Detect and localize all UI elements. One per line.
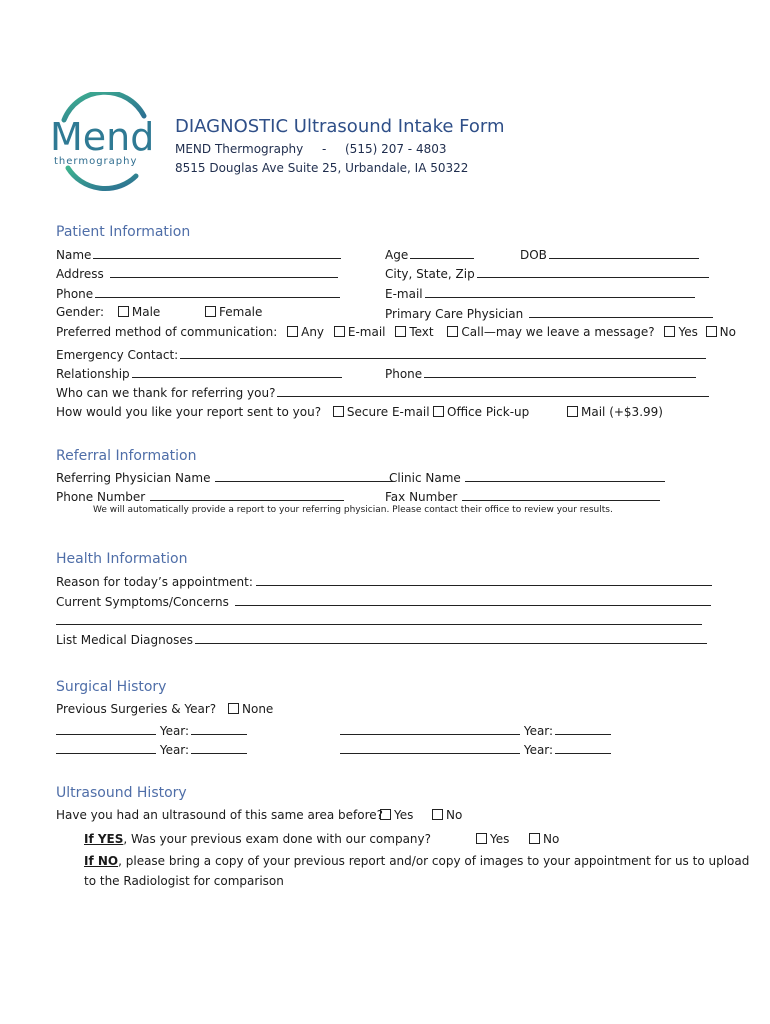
mend-logo bbox=[48, 92, 160, 192]
message-no-checkbox[interactable] bbox=[706, 326, 717, 337]
svg-text:Mend: Mend bbox=[50, 115, 155, 159]
address-field[interactable] bbox=[110, 265, 338, 278]
office-pickup-label: Office Pick-up bbox=[447, 405, 530, 419]
svg-text:thermography: thermography bbox=[54, 156, 138, 167]
diagnoses-field[interactable] bbox=[195, 631, 707, 644]
company-phone: (515) 207 - 4803 bbox=[345, 142, 447, 156]
if-yes-row bbox=[84, 832, 431, 846]
name-row bbox=[56, 246, 341, 262]
age-row bbox=[385, 246, 474, 262]
surgery-field[interactable] bbox=[56, 741, 156, 754]
email-row bbox=[385, 285, 695, 301]
female-label: Female bbox=[219, 305, 263, 319]
referral-note: We will automatically provide a report to your referring physician. Please contact their office to review your results. bbox=[93, 505, 613, 515]
message-yes-checkbox[interactable] bbox=[664, 326, 675, 337]
referred-by-label: Who can we thank for referring you? bbox=[56, 386, 276, 400]
secure-email-label: Secure E-mail bbox=[346, 405, 430, 419]
dob-label: DOB bbox=[520, 248, 547, 262]
report-delivery-label: How would you like your report sent to you? bbox=[56, 405, 322, 419]
clinic-row bbox=[389, 469, 665, 485]
year-label: Year: bbox=[523, 743, 554, 757]
address-row bbox=[56, 265, 338, 281]
age-label: Age bbox=[385, 248, 409, 262]
email-label: E-mail bbox=[385, 287, 423, 301]
mail-label: Mail (+$3.99) bbox=[581, 405, 663, 419]
section-ultrasound-history: Ultrasound History bbox=[56, 785, 187, 801]
ultrasound-no-checkbox[interactable] bbox=[432, 809, 443, 820]
pcp-label: Primary Care Physician bbox=[385, 307, 524, 321]
call-label: Call—may we leave a message? bbox=[461, 325, 655, 339]
male-label: Male bbox=[131, 305, 161, 319]
section-surgical-history: Surgical History bbox=[56, 679, 167, 695]
relationship-label: Relationship bbox=[56, 367, 130, 381]
mail-option bbox=[567, 405, 663, 419]
referring-physician-field[interactable] bbox=[215, 469, 393, 482]
report-delivery-row bbox=[56, 405, 430, 419]
year-field[interactable] bbox=[191, 741, 247, 754]
company-yes-checkbox[interactable] bbox=[476, 833, 487, 844]
reason-row bbox=[56, 573, 712, 589]
surgery-row-1 bbox=[56, 722, 247, 738]
message-yes-label: Yes bbox=[678, 325, 698, 339]
fax-row bbox=[385, 488, 660, 504]
message-no-label: No bbox=[719, 325, 736, 339]
diagnoses-row bbox=[56, 631, 707, 647]
emergency-row bbox=[56, 346, 706, 362]
relationship-field[interactable] bbox=[132, 365, 342, 378]
email-field[interactable] bbox=[425, 285, 695, 298]
year-field[interactable] bbox=[191, 722, 247, 735]
company-no-option bbox=[529, 832, 559, 846]
male-checkbox[interactable] bbox=[118, 306, 129, 317]
referring-physician-row bbox=[56, 469, 393, 485]
if-yes-label: If YES bbox=[84, 832, 124, 846]
gender-label: Gender: bbox=[56, 305, 105, 319]
emergency-phone-row bbox=[385, 365, 696, 381]
city-row bbox=[385, 265, 709, 281]
section-referral-info: Referral Information bbox=[56, 448, 197, 464]
dob-field[interactable] bbox=[549, 246, 699, 259]
pcp-field[interactable] bbox=[529, 305, 713, 318]
call-checkbox[interactable] bbox=[447, 326, 458, 337]
gender-row bbox=[56, 305, 160, 319]
year-field[interactable] bbox=[555, 722, 611, 735]
office-pickup-option bbox=[433, 405, 529, 419]
ultrasound-no-option bbox=[432, 808, 462, 822]
emergency-field[interactable] bbox=[180, 346, 706, 359]
if-no-instructions: , please bring a copy of your previous report and/or copy of images to your appointment for us to upload bbox=[118, 854, 750, 868]
ultrasound-yes-checkbox[interactable] bbox=[380, 809, 391, 820]
age-field[interactable] bbox=[410, 246, 474, 259]
company-name: MEND Thermography bbox=[175, 142, 304, 156]
none-option bbox=[228, 702, 273, 716]
surgery-row-3 bbox=[56, 741, 247, 757]
company-yes-option bbox=[476, 832, 509, 846]
section-health-info: Health Information bbox=[56, 551, 188, 567]
dob-row bbox=[520, 246, 699, 262]
year-label: Year: bbox=[159, 743, 190, 757]
office-pickup-checkbox[interactable] bbox=[433, 406, 444, 417]
phone-field[interactable] bbox=[95, 285, 340, 298]
name-label: Name bbox=[56, 248, 92, 262]
female-checkbox[interactable] bbox=[205, 306, 216, 317]
form-title: DIAGNOSTIC Ultrasound Intake Form bbox=[175, 116, 505, 137]
phone-label: Phone bbox=[56, 287, 94, 301]
referral-phone-field[interactable] bbox=[150, 488, 344, 501]
any-label: Any bbox=[301, 325, 325, 339]
if-no-label: If NO bbox=[84, 854, 119, 868]
surgery-row-2 bbox=[340, 722, 611, 738]
surgery-row-4 bbox=[340, 741, 611, 757]
reason-field[interactable] bbox=[256, 573, 712, 586]
if-no-instructions-line-2: to the Radiologist for comparison bbox=[84, 874, 284, 888]
none-label: None bbox=[242, 702, 274, 716]
any-checkbox[interactable] bbox=[287, 326, 298, 337]
relationship-row bbox=[56, 365, 342, 381]
ultrasound-yes-label: Yes bbox=[394, 808, 414, 822]
emergency-phone-label: Phone bbox=[385, 367, 423, 381]
ultrasound-question: Have you had an ultrasound of this same area before? bbox=[56, 808, 384, 822]
surgery-field[interactable] bbox=[56, 722, 156, 735]
ultrasound-no-label: No bbox=[446, 808, 463, 822]
year-field[interactable] bbox=[555, 741, 611, 754]
email-option-label: E-mail bbox=[347, 325, 386, 339]
diagnoses-label: List Medical Diagnoses bbox=[56, 633, 193, 647]
symptoms-label: Current Symptoms/Concerns bbox=[56, 595, 229, 609]
company-no-label: No bbox=[543, 832, 560, 846]
email-checkbox[interactable] bbox=[334, 326, 345, 337]
female-option bbox=[205, 305, 262, 319]
none-checkbox[interactable] bbox=[228, 703, 239, 714]
symptoms-field[interactable] bbox=[235, 593, 711, 606]
communication-row bbox=[56, 325, 736, 339]
previous-surgeries-row bbox=[56, 702, 216, 716]
text-label: Text bbox=[409, 325, 434, 339]
surgery-field[interactable] bbox=[340, 722, 520, 735]
if-yes-question: , Was your previous exam done with our company? bbox=[123, 832, 432, 846]
communication-label: Preferred method of communication: bbox=[56, 325, 278, 339]
city-label: City, State, Zip bbox=[385, 267, 475, 281]
header-dash: - bbox=[322, 142, 327, 156]
text-checkbox[interactable] bbox=[395, 326, 406, 337]
secure-email-checkbox[interactable] bbox=[333, 406, 344, 417]
year-label: Year: bbox=[159, 724, 190, 738]
referral-phone-label: Phone Number bbox=[56, 490, 146, 504]
emergency-phone-field[interactable] bbox=[424, 365, 696, 378]
referral-phone-row bbox=[56, 488, 344, 504]
company-no-checkbox[interactable] bbox=[529, 833, 540, 844]
address-label: Address bbox=[56, 267, 104, 281]
symptoms-field-line-2[interactable] bbox=[56, 612, 702, 625]
pcp-row bbox=[385, 305, 713, 321]
phone-row bbox=[56, 285, 340, 301]
city-field[interactable] bbox=[477, 265, 709, 278]
referring-physician-label: Referring Physician Name bbox=[56, 471, 211, 485]
emergency-label: Emergency Contact: bbox=[56, 348, 179, 362]
previous-surgeries-label: Previous Surgeries & Year? bbox=[56, 702, 217, 716]
if-no-row bbox=[84, 854, 749, 868]
name-field[interactable] bbox=[93, 246, 341, 259]
clinic-field[interactable] bbox=[465, 469, 665, 482]
fax-field[interactable] bbox=[462, 488, 660, 501]
section-patient-info: Patient Information bbox=[56, 224, 191, 240]
clinic-label: Clinic Name bbox=[389, 471, 461, 485]
fax-label: Fax Number bbox=[385, 490, 458, 504]
year-label: Year: bbox=[523, 724, 554, 738]
symptoms-row bbox=[56, 593, 711, 609]
surgery-field[interactable] bbox=[340, 741, 520, 754]
reason-label: Reason for today’s appointment: bbox=[56, 575, 253, 589]
company-address: 8515 Douglas Ave Suite 25, Urbandale, IA 50322 bbox=[175, 161, 469, 175]
ultrasound-yes-option bbox=[380, 808, 413, 822]
referred-by-row bbox=[56, 384, 709, 400]
referred-by-field[interactable] bbox=[277, 384, 709, 397]
company-yes-label: Yes bbox=[490, 832, 510, 846]
mail-checkbox[interactable] bbox=[567, 406, 578, 417]
